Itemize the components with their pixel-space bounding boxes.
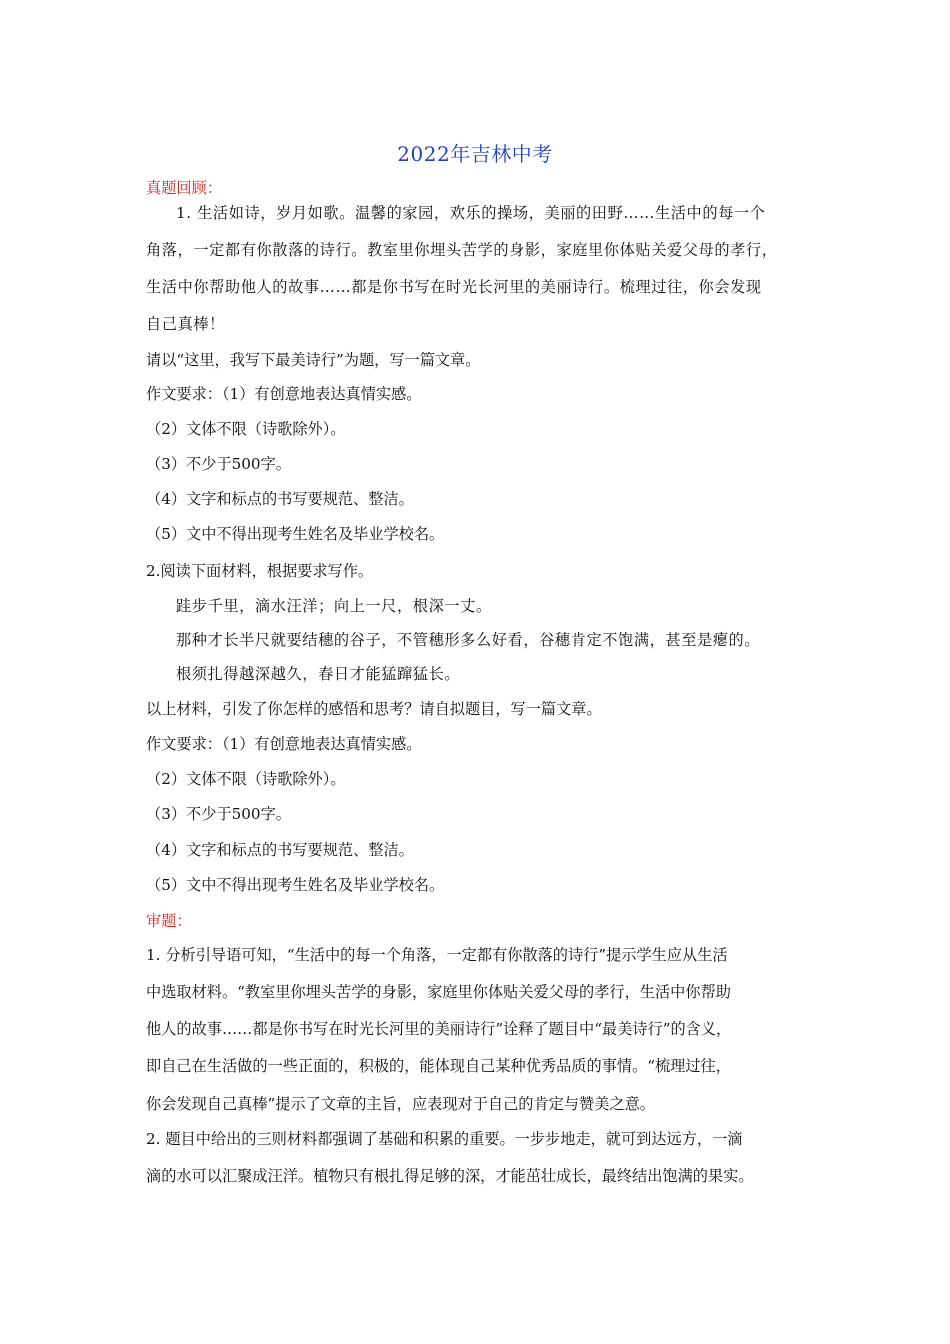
q1-requirement-4: （4）文字和标点的书写要规范、整洁。 — [146, 490, 414, 508]
page-title: 2022年吉林中考 — [397, 142, 553, 166]
q1-requirement-2: （2）文体不限（诗歌除外）。 — [146, 420, 346, 438]
q2-requirement-3: （3）不少于500字。 — [146, 805, 291, 823]
analysis-line-4: 即自己在生活做的一些正面的，积极的，能体现自己某种优秀品质的事情。“梳理过往， — [146, 1057, 731, 1075]
q1-line-4: 自己真棒！ — [146, 315, 225, 333]
analysis-line-7: 滴的水可以汇聚成汪洋。植物只有根扎得足够的深，才能茁壮成长，最终结出饱满的果实。 — [146, 1167, 754, 1185]
section-heading-review: 真题回顾： — [146, 179, 222, 197]
q1-line-3: 生活中你帮助他人的故事……都是你书写在时光长河里的美丽诗行。梳理过往，你会发现 — [146, 278, 762, 296]
analysis-line-5: 你会发现自己真棒”提示了文章的主旨，应表现对于自己的肯定与赞美之意。 — [146, 1095, 655, 1113]
q2-requirement-5: （5）文中不得出现考生姓名及毕业学校名。 — [146, 876, 445, 894]
q2-intro: 2.阅读下面材料，根据要求写作。 — [146, 562, 374, 580]
q2-material-1: 跬步千里，滴水汪洋；向上一尺，根深一丈。 — [176, 597, 492, 615]
q1-requirement-5: （5）文中不得出现考生姓名及毕业学校名。 — [146, 525, 445, 543]
q2-requirement-2: （2）文体不限（诗歌除外）。 — [146, 770, 346, 788]
q2-material-3: 根须扎得越深越久，春日才能猛蹿猛长。 — [176, 665, 461, 683]
analysis-line-2: 中选取材料。“教室里你埋头苦学的身影，家庭里你体贴关爱父母的孝行，生活中你帮助 — [146, 983, 731, 1001]
analysis-line-3: 他人的故事……都是你书写在时光长河里的美丽诗行”诠释了题目中“最美诗行”的含义， — [146, 1020, 732, 1038]
q2-material-2: 那种才长半尺就要结穗的谷子，不管穗形多么好看，谷穗肯定不饱满，甚至是瘪的。 — [176, 631, 761, 649]
q1-line-1: 1. 生活如诗，岁月如歌。温馨的家园，欢乐的操场，美丽的田野……生活中的每一个 — [176, 204, 766, 222]
analysis-line-6: 2. 题目中给出的三则材料都强调了基础和积累的重要。一步步地走，就可到达远方，一滴 — [146, 1130, 743, 1148]
section-heading-analysis: 审题： — [146, 912, 192, 930]
q2-prompt: 以上材料，引发了你怎样的感悟和思考？请自拟题目，写一篇文章。 — [146, 700, 602, 718]
q1-requirement-1: 作文要求：（1）有创意地表达真情实感。 — [146, 385, 422, 403]
q2-requirement-1: 作文要求：（1）有创意地表达真情实感。 — [146, 735, 422, 753]
q1-line-2: 角落，一定都有你散落的诗行。教室里你埋头苦学的身影，家庭里你体贴关爱父母的孝行， — [146, 241, 778, 259]
q2-requirement-4: （4）文字和标点的书写要规范、整洁。 — [146, 841, 414, 859]
analysis-line-1: 1. 分析引导语可知，“生活中的每一个角落，一定都有你散落的诗行”提示学生应从生活 — [146, 946, 728, 964]
q1-requirement-3: （3）不少于500字。 — [146, 455, 291, 473]
q1-prompt: 请以“这里，我写下最美诗行”为题，写一篇文章。 — [146, 351, 481, 369]
